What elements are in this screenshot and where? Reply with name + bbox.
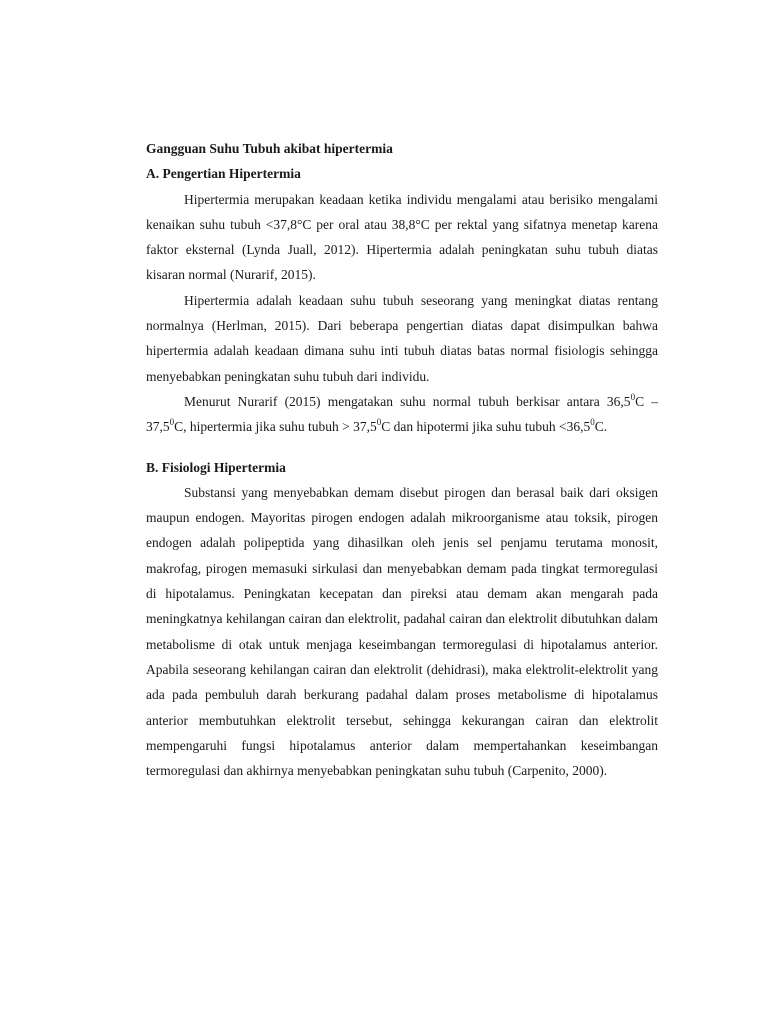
p3-text-1: Menurut Nurarif (2015) mengatakan suhu normal tubuh berkisar antara 36,5 (184, 393, 631, 409)
p3-text-4: C dan hipotermi jika suhu tubuh <36,5 (381, 419, 591, 435)
section-a-heading: A. Pengertian Hipertermia (146, 166, 301, 182)
section-a-paragraph-2: Hipertermia adalah keadaan suhu tubuh seseorang yang meningkat diatas rentang normalnya (Herlman, 2015). Dari beberapa pengertian diatas dapat disimpulkan bahwa hipertermia adalah keadaan dimana suhu inti tubuh diatas batas normal fisiologis sehingga menyebabkan peningkatan suhu tubuh dari individu. (146, 292, 658, 384)
section-b-paragraph-1: Substansi yang menyebabkan demam disebut pirogen dan berasal baik dari oksigen maupun endogen. Mayoritas pirogen endogen adalah mikroorganisme atau toksik, pirogen endogen adalah polipeptida yang dihasilkan oleh jenis sel penjamu terutama monosit, makrofag, pirogen memasuki sirkulasi dan menyebabkan demam pada tingkat termoregulasi di hipotalamus. Peningkatan kecepatan dan pireksi atau demam akan mengarah pada meningkatnya kehilangan cairan dan elektrolit, padahal cairan dan elektrolit dibutuhkan dalam metabolisme di otak untuk menjaga keseimbangan termoregulasi di hipotalamus anterior. Apabila seseorang kehilangan cairan dan elektrolit (dehidrasi), maka elektrolit-elektrolit yang ada pada pembuluh darah berkurang padahal dalam proses metabolisme di hipotalamus anterior membutuhkan elektrolit tersebut, sehingga kekurangan cairan dan elektrolit mempengaruhi fungsi hipotalamus anterior dalam mempertahankan keseimbangan termoregulasi dan akhirnya menyebabkan peningkatan suhu tubuh (Carpenito, 2000). (146, 484, 658, 779)
degree-superscript: 0 (590, 417, 595, 428)
document-title: Gangguan Suhu Tubuh akibat hipertermia (146, 141, 393, 156)
section-b-heading: B. Fisiologi Hipertermia (146, 459, 286, 475)
degree-superscript: 0 (630, 391, 636, 402)
p3-text-5: C. (594, 419, 608, 435)
section-a-paragraph-1: Hipertermia merupakan keadaan ketika individu mengalami atau berisiko mengalami kenaikan suhu tubuh <37,8°C per oral atau 38,8°C per rektal yang sifatnya menetap karena faktor eksternal (Lynda Juall, 2012). Hipertermia adalah peningkatan suhu tubuh diatas kisaran normal (Nurarif, 2015). (146, 191, 658, 283)
p3-text-2: C – 37,5 (146, 393, 658, 435)
p3-text-3: C, hipertermia jika suhu tubuh > 37,5 (174, 419, 377, 435)
degree-superscript: 0 (169, 417, 175, 428)
document-body (146, 136, 658, 783)
degree-superscript: 0 (376, 417, 382, 428)
section-a-paragraph-3 (146, 389, 658, 440)
